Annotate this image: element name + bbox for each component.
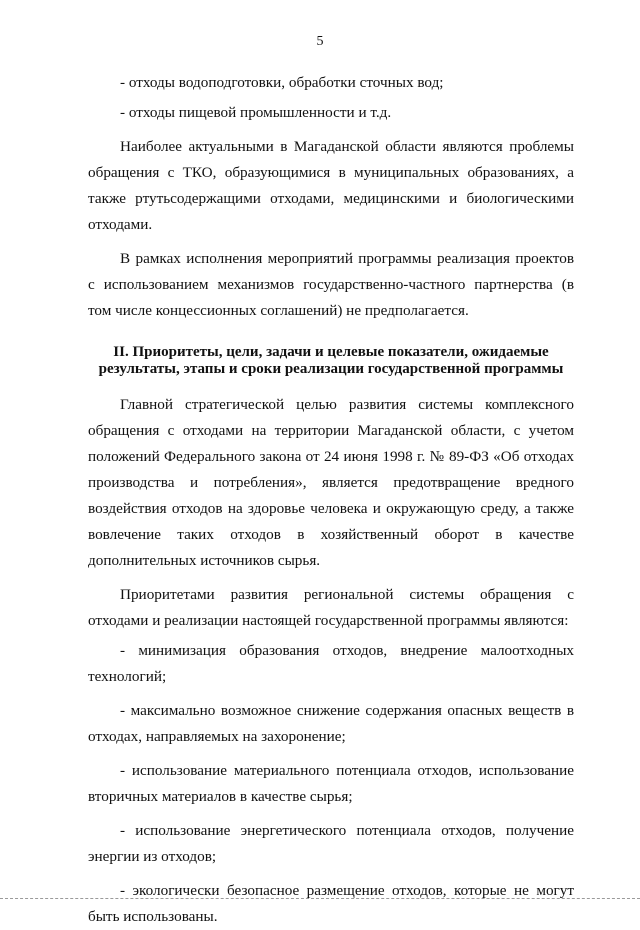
page-number: 5 [316,34,324,49]
list-item-minimization: - минимизация образования отходов, внедрение малоотходных технологий; [88,642,574,685]
section-heading-line-1: II. Приоритеты, цели, задачи и целевые показатели, ожидаемые [113,344,549,360]
list-item-energy-potential: - использование энергетического потенциала отходов, получение энергии из отходов; [88,822,574,865]
section-heading-line-2: результаты, этапы и сроки реализации государственной программы [98,361,564,377]
list-item-food-waste: - отходы пищевой промышленности и т.д. [120,104,392,121]
list-item-water-waste: - отходы водоподготовки, обработки сточных вод; [120,74,444,91]
paragraph-actual-problems: Наиболее актуальными в Магаданской области являются проблемы обращения с ТКО, образующимися в муниципальных образованиях, а также ртутьсодержащими отходами, медицинскими и биологическими отходами. [88,138,574,233]
paragraph-strategic-goal: Главной стратегической целью развития системы комплексного обращения с отходами на территории Магаданской области, с учетом положений Федерального закона от 24 июня 1998 г. № 89-ФЗ «Об отходах производства и потребления», является предотвращение вредного воздействия отходов на здоровье человека и окружающую среду, а также вовлечение таких отходов в хозяйственный оборот в качестве дополнительных источников сырья. [88,396,574,569]
page-bottom-edge [0,898,640,899]
list-item-hazard-reduction: - максимально возможное снижение содержания опасных веществ в отходах, направляемых на захоронение; [88,702,574,745]
paragraph-ppp: В рамках исполнения мероприятий программы реализация проектов с использованием механизмов государственно-частного партнерства (в том числе концессионных соглашений) не предполагается. [88,250,574,319]
section-heading [88,344,574,378]
list-item-material-potential: - использование материального потенциала отходов, использование вторичных материалов в качестве сырья; [88,762,574,805]
document-body [88,70,574,930]
list-item-safe-disposal: - экологически безопасное размещение отходов, которые не могут быть использованы. [88,882,574,925]
paragraph-priorities-intro: Приоритетами развития региональной системы обращения с отходами и реализации настоящей государственной программы являются: [88,586,574,629]
